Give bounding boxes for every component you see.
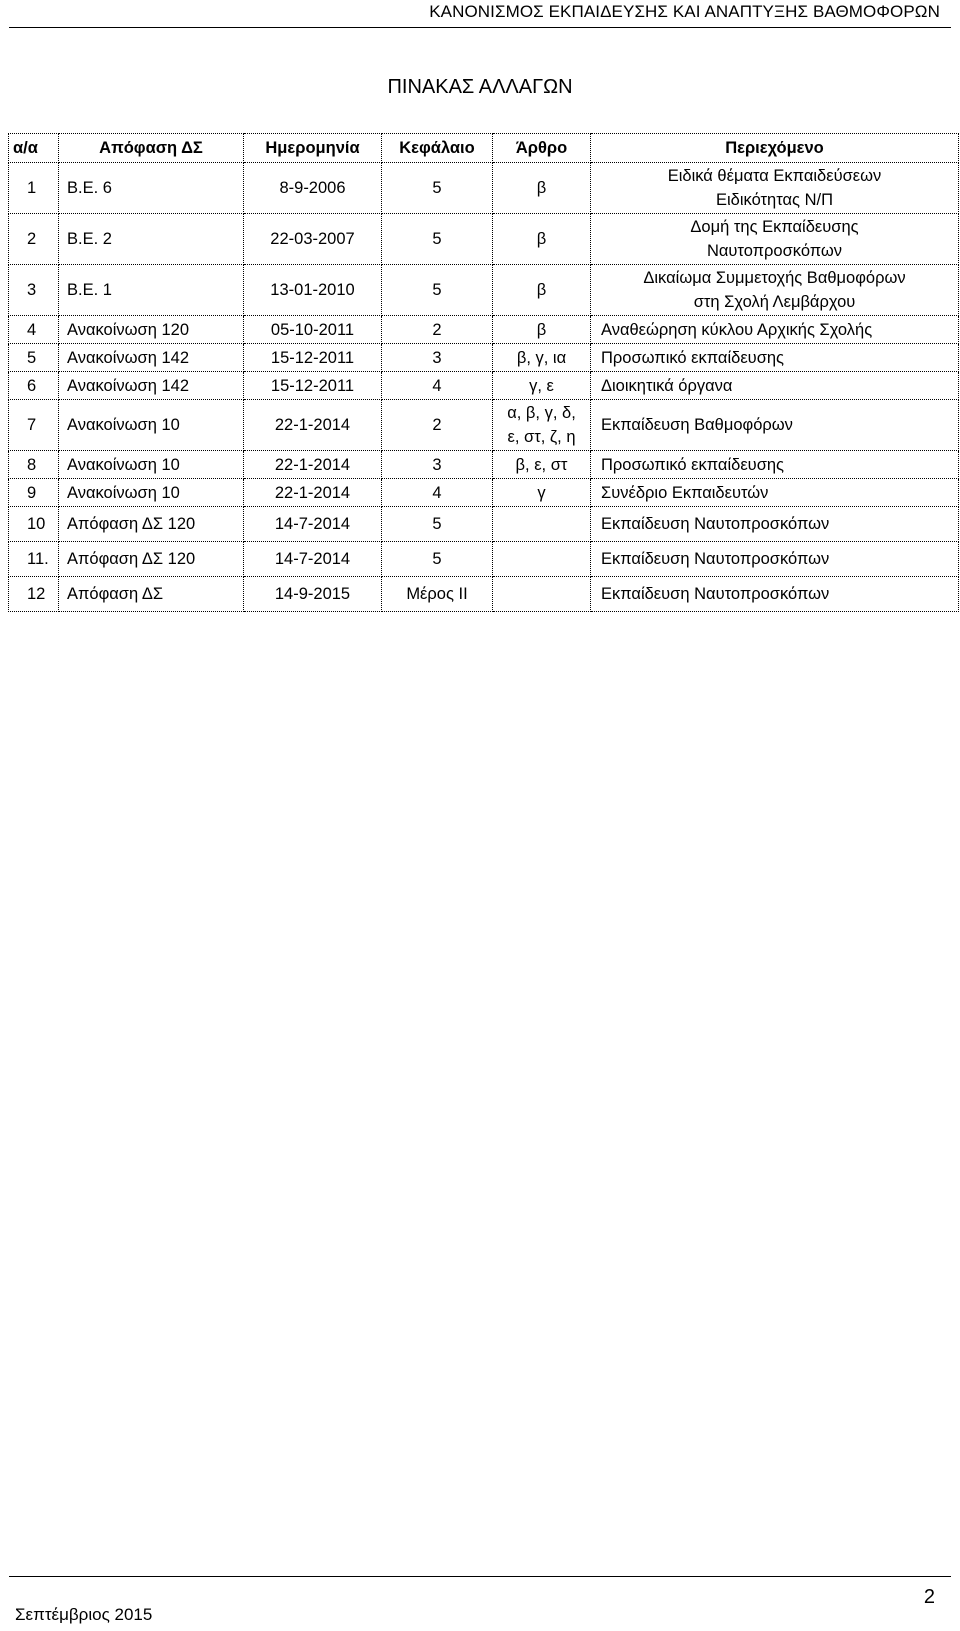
cell-date: 14-7-2014 bbox=[244, 542, 382, 577]
cell-decision: Ανακοίνωση 10 bbox=[59, 400, 244, 451]
cell-article: β, γ, ια bbox=[493, 344, 591, 372]
cell-content-line1: Ειδικά θέματα Εκπαιδεύσεων bbox=[667, 167, 882, 185]
table-row bbox=[9, 163, 959, 214]
cell-chapter: 5 bbox=[382, 265, 493, 316]
cell-decision: Ανακοίνωση 10 bbox=[59, 451, 244, 479]
cell-content-line2: Ναυτοπροσκόπων bbox=[706, 242, 843, 260]
cell-article bbox=[493, 214, 591, 265]
cell-chapter: 2 bbox=[382, 400, 493, 451]
cell-num: 10 bbox=[9, 507, 59, 542]
cell-article-text: β bbox=[536, 281, 547, 299]
cell-article-line1: α, β, γ, δ, bbox=[507, 404, 576, 422]
cell-content: Εκπαίδευση Ναυτοπροσκόπων bbox=[591, 542, 959, 577]
cell-article bbox=[493, 542, 591, 577]
cell-decision: Ανακοίνωση 142 bbox=[59, 372, 244, 400]
cell-chapter: Μέρος ΙΙ bbox=[382, 577, 493, 612]
cell-content bbox=[591, 163, 959, 214]
cell-num: 4 bbox=[9, 316, 59, 344]
cell-content: Προσωπικό εκπαίδευσης bbox=[591, 451, 959, 479]
cell-chapter: 5 bbox=[382, 507, 493, 542]
header-date: Ημερομηνία bbox=[244, 134, 382, 163]
cell-decision: Απόφαση ΔΣ bbox=[59, 577, 244, 612]
cell-num: 3 bbox=[9, 265, 59, 316]
table-row bbox=[9, 265, 959, 316]
table-row bbox=[9, 577, 959, 612]
cell-content-line1: Δομή της Εκπαίδευσης bbox=[690, 218, 859, 236]
cell-article-text: β bbox=[536, 230, 547, 248]
footer-date: Σεπτέμβριος 2015 bbox=[15, 1605, 153, 1624]
cell-content: Προσωπικό εκπαίδευσης bbox=[591, 344, 959, 372]
table-header-row bbox=[9, 134, 959, 163]
cell-content: Συνέδριο Εκπαιδευτών bbox=[591, 479, 959, 507]
cell-content: Αναθεώρηση κύκλου Αρχικής Σχολής bbox=[591, 316, 959, 344]
cell-chapter: 2 bbox=[382, 316, 493, 344]
running-header: ΚΑΝΟΝΙΣΜΟΣ ΕΚΠΑΙΔΕΥΣΗΣ ΚΑΙ ΑΝΑΠΤΥΞΗΣ ΒΑΘΜΟΦΟΡΩΝ bbox=[429, 2, 940, 21]
cell-num: 8 bbox=[9, 451, 59, 479]
cell-article bbox=[493, 507, 591, 542]
cell-date: 15-12-2011 bbox=[244, 372, 382, 400]
cell-article: β, ε, στ bbox=[493, 451, 591, 479]
footer-rule bbox=[9, 1576, 951, 1577]
cell-content-line1: Δικαίωμα Συμμετοχής Βαθμοφόρων bbox=[643, 269, 906, 287]
cell-article: β bbox=[493, 316, 591, 344]
header-num: α/α bbox=[9, 134, 59, 163]
cell-chapter: 3 bbox=[382, 451, 493, 479]
cell-content: Εκπαίδευση Βαθμοφόρων bbox=[591, 400, 959, 451]
cell-date: 22-03-2007 bbox=[244, 214, 382, 265]
cell-article bbox=[493, 400, 591, 451]
cell-date: 13-01-2010 bbox=[244, 265, 382, 316]
header-content: Περιεχόμενο bbox=[591, 134, 959, 163]
cell-chapter: 5 bbox=[382, 163, 493, 214]
cell-article bbox=[493, 577, 591, 612]
page-title: ΠΙΝΑΚΑΣ ΑΛΛΑΓΩΝ bbox=[387, 76, 573, 98]
cell-decision: Απόφαση ΔΣ 120 bbox=[59, 507, 244, 542]
table-row bbox=[9, 542, 959, 577]
cell-decision: Απόφαση ΔΣ 120 bbox=[59, 542, 244, 577]
cell-content-line2: Ειδικότητας Ν/Π bbox=[716, 191, 833, 209]
cell-num: 2 bbox=[9, 214, 59, 265]
cell-decision: Ανακοίνωση 120 bbox=[59, 316, 244, 344]
cell-date: 14-9-2015 bbox=[244, 577, 382, 612]
cell-content: Εκπαίδευση Ναυτοπροσκόπων bbox=[591, 507, 959, 542]
table-row bbox=[9, 400, 959, 451]
cell-date: 15-12-2011 bbox=[244, 344, 382, 372]
cell-article-line2: ε, στ, ζ, η bbox=[507, 428, 576, 446]
table-row bbox=[9, 479, 959, 507]
cell-date: 8-9-2006 bbox=[244, 163, 382, 214]
cell-num: 1 bbox=[9, 163, 59, 214]
cell-date: 14-7-2014 bbox=[244, 507, 382, 542]
cell-chapter: 4 bbox=[382, 372, 493, 400]
cell-decision: Β.Ε. 2 bbox=[59, 214, 244, 265]
table-row bbox=[9, 344, 959, 372]
cell-article: γ bbox=[493, 479, 591, 507]
cell-decision: Β.Ε. 1 bbox=[59, 265, 244, 316]
cell-content: Εκπαίδευση Ναυτοπροσκόπων bbox=[591, 577, 959, 612]
header-chapter: Κεφάλαιο bbox=[382, 134, 493, 163]
header-rule bbox=[9, 27, 951, 28]
table-row bbox=[9, 507, 959, 542]
table-row bbox=[9, 214, 959, 265]
cell-content: Διοικητικά όργανα bbox=[591, 372, 959, 400]
cell-content bbox=[591, 265, 959, 316]
cell-date: 22-1-2014 bbox=[244, 451, 382, 479]
cell-chapter: 5 bbox=[382, 542, 493, 577]
cell-content-line2: στη Σχολή Λεμβάρχου bbox=[693, 293, 856, 311]
page-number: 2 bbox=[923, 1586, 935, 1608]
cell-chapter: 4 bbox=[382, 479, 493, 507]
cell-decision: Β.Ε. 6 bbox=[59, 163, 244, 214]
table-row bbox=[9, 372, 959, 400]
cell-article-text: β bbox=[536, 179, 547, 197]
cell-chapter: 3 bbox=[382, 344, 493, 372]
cell-chapter: 5 bbox=[382, 214, 493, 265]
cell-article bbox=[493, 163, 591, 214]
cell-decision: Ανακοίνωση 142 bbox=[59, 344, 244, 372]
cell-content bbox=[591, 214, 959, 265]
cell-num: 9 bbox=[9, 479, 59, 507]
cell-num: 5 bbox=[9, 344, 59, 372]
cell-num: 6 bbox=[9, 372, 59, 400]
cell-num: 12 bbox=[9, 577, 59, 612]
cell-article bbox=[493, 265, 591, 316]
cell-num: 7 bbox=[9, 400, 59, 451]
cell-num: 11. bbox=[9, 542, 59, 577]
header-decision: Απόφαση ΔΣ bbox=[59, 134, 244, 163]
changes-table bbox=[8, 133, 959, 612]
table-row bbox=[9, 451, 959, 479]
cell-decision: Ανακοίνωση 10 bbox=[59, 479, 244, 507]
table-row bbox=[9, 316, 959, 344]
cell-date: 05-10-2011 bbox=[244, 316, 382, 344]
cell-date: 22-1-2014 bbox=[244, 479, 382, 507]
header-article: Άρθρο bbox=[493, 134, 591, 163]
cell-article: γ, ε bbox=[493, 372, 591, 400]
cell-date: 22-1-2014 bbox=[244, 400, 382, 451]
